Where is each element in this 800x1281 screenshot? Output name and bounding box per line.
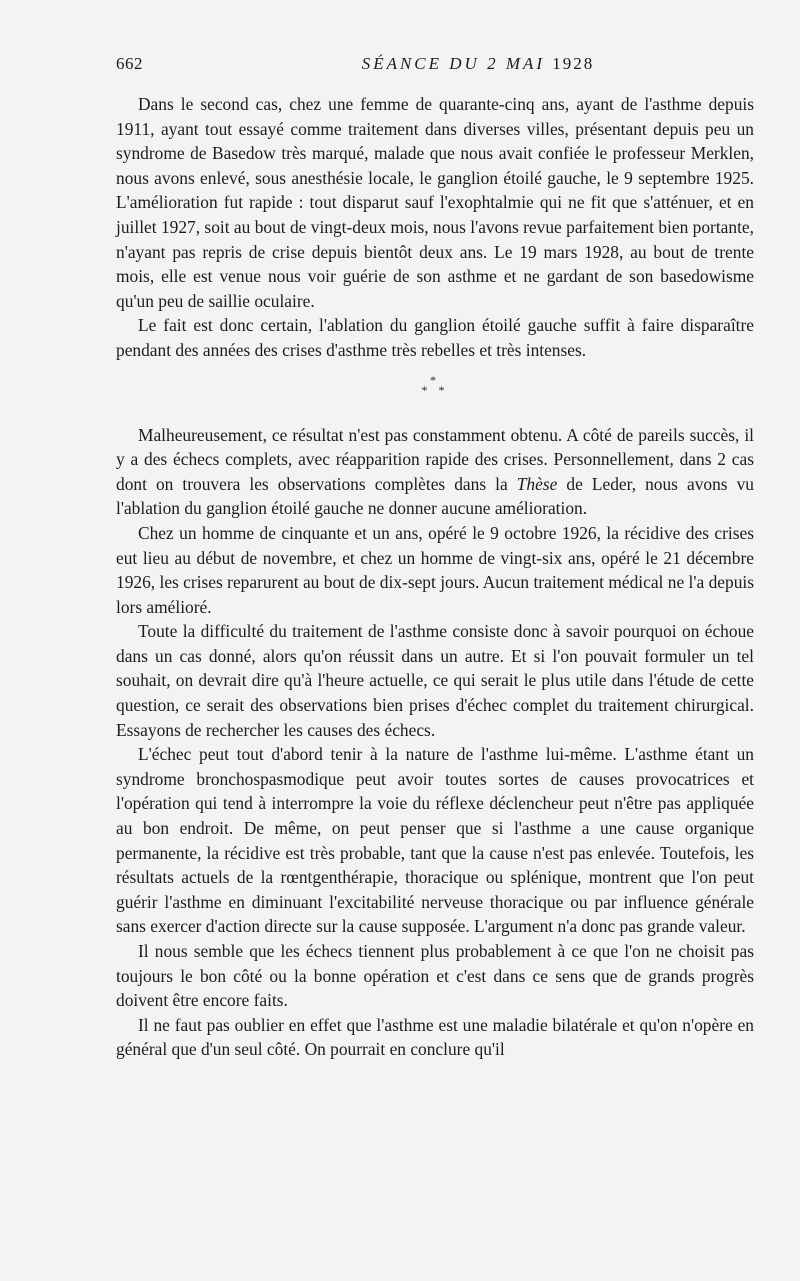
thesis-italic: Thèse <box>516 473 558 494</box>
page-number: 662 <box>116 54 143 73</box>
body-text <box>116 92 754 1062</box>
separator-asterisks-bottom: * * <box>421 382 449 397</box>
separator-asterisk-top: * <box>430 372 440 387</box>
paragraph-text: de Leder, nous avons vu l'ablation du ganglion étoilé gauche ne donner aucune amélioration. <box>116 473 754 519</box>
paragraph: Dans le second cas, chez une femme de quarante-cinq ans, ayant de l'asthme depuis 1911, ayant tout essayé comme traitement dans diverses villes, présentant depuis peu un syndrome de Basedow très marqué, malade que nous avait confiée le professeur Merklen, nous avons enlevé, sous anesthésie locale, le ganglion étoilé gauche, le 9 septembre 1925. L'amélioration fut rapide : tout disparut sauf l'exophtalmie qui ne fit que s'atténuer, et en juillet 1927, soit au bout de vingt-deux mois, nous l'avons revue parfaitement bien portante, n'ayant pas repris de crise depuis bientôt deux ans. Le 19 mars 1928, au bout de trente mois, elle est venue nous voir guérie de son asthme et ne gardant de son basedowisme qu'un peu de saillie oculaire. <box>116 94 754 311</box>
section-separator <box>116 363 754 423</box>
paragraph: Le fait est donc certain, l'ablation du ganglion étoilé gauche suffit à faire disparaître pendant des années des crises d'asthme très rebelles et très intenses. <box>116 315 754 360</box>
paragraph-text: Malheureusement, ce résultat n'est pas constamment obtenu. A côté de pareils succès, il y a des échecs complets, avec réapparition rapide des crises. Personnellement, dans 2 cas dont on trouvera les observations complètes dans la <box>116 424 754 494</box>
paragraph <box>116 423 754 521</box>
paragraph: Toute la difficulté du traitement de l'asthme consiste donc à savoir pourquoi on échoue dans un cas donné, alors qu'on réussit dans un autre. Et si l'on pouvait formuler un tel souhait, on devrait dire qu'à l'heure actuelle, ce qui serait le plus utile dans l'étude de cette question, ce serait des observations bien prises d'échec complet du traitement chirurgical. Essayons de rechercher les causes des échecs. <box>116 621 754 740</box>
paragraph: L'échec peut tout d'abord tenir à la nature de l'asthme lui-même. L'asthme étant un syndrome bronchospasmodique peut avoir toutes sortes de causes provocatrices et l'opération qui tend à interrompre la voie du réflexe déclencheur peut n'être pas appliquée au bon endroit. De même, on peut penser que si l'asthme a une cause organique permanente, la récidive est très probable, tant que la cause n'est pas enlevée. Toutefois, les résultats actuels de la rœntgenthérapie, thoracique ou splénique, montrent que l'on peut guérir l'asthme en diminuant l'excitabilité nerveuse thoracique ou par influence générale sans exercer d'action directe sur la cause supposée. L'argument n'a donc pas grande valeur. <box>116 744 754 937</box>
paragraph: Il ne faut pas oublier en effet que l'asthme est une maladie bilatérale et qu'on n'opère en général que d'un seul côté. On pourrait en conclure qu'il <box>116 1014 754 1060</box>
running-head-title: SÉANCE DU 2 MAI <box>361 54 546 73</box>
running-head <box>116 54 770 74</box>
running-head-year: 1928 <box>552 54 595 73</box>
page-header <box>116 54 770 78</box>
paragraph: Chez un homme de cinquante et un ans, opéré le 9 octobre 1926, la récidive des crises eut lieu au début de novembre, et chez un homme de vingt-six ans, opéré le 21 décembre 1926, les crises reparurent au bout de dix-sept jours. Aucun traitement médical ne l'a depuis lors amélioré. <box>116 522 754 617</box>
paragraph: Il nous semble que les échecs tiennent plus probablement à ce que l'on ne choisit pas toujours le bon côté ou la bonne opération et c'est dans ce sens que de grands progrès doivent être encore faits. <box>116 941 754 1011</box>
